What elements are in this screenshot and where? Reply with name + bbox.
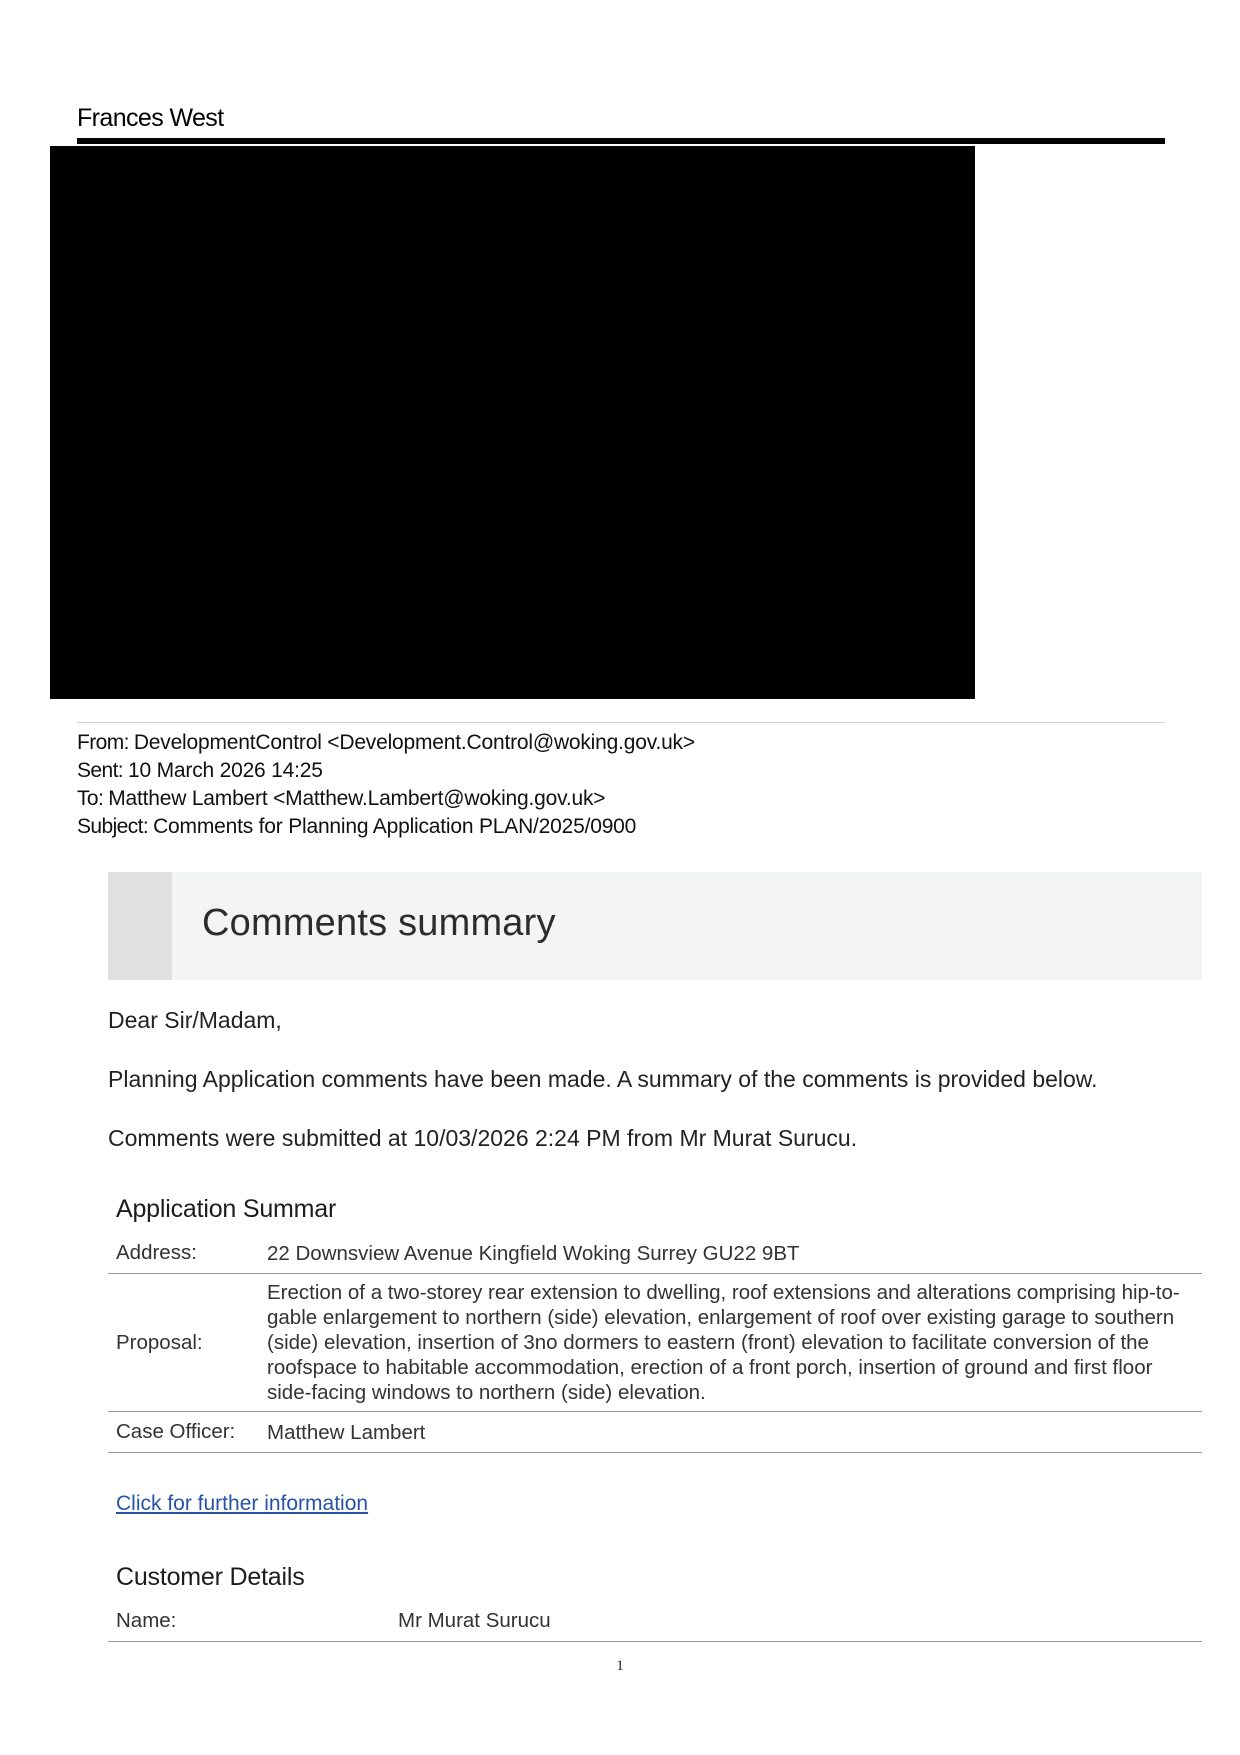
comments-summary-banner — [108, 872, 1202, 980]
to-value: Matthew Lambert <Matthew.Lambert@woking.gov.uk> — [108, 787, 606, 810]
proposal-label: Proposal: — [108, 1274, 267, 1412]
to-row — [77, 785, 695, 813]
table-row — [108, 1274, 1202, 1412]
customer-details-table — [108, 1601, 1202, 1642]
from-value: DevelopmentControl <Development.Control@woking.gov.uk> — [133, 731, 695, 754]
customer-details-title: Customer Details — [116, 1563, 305, 1591]
application-summary-table — [108, 1233, 1202, 1453]
banner-title: Comments summary — [202, 902, 556, 944]
email-headers — [77, 729, 695, 841]
case-officer-value: Matthew Lambert — [267, 1412, 1202, 1453]
name-label: Name: — [108, 1601, 390, 1642]
submitted-paragraph: Comments were submitted at 10/03/2026 2:24 PM from Mr Murat Surucu. — [108, 1125, 858, 1151]
page-number: 1 — [616, 1658, 624, 1674]
address-value: 22 Downsview Avenue Kingfield Woking Surrey GU22 9BT — [267, 1233, 1202, 1274]
table-row — [108, 1412, 1202, 1453]
table-row — [108, 1233, 1202, 1274]
redacted-block — [50, 146, 975, 699]
sent-label: Sent: — [77, 759, 124, 782]
proposal-value: Erection of a two-storey rear extension to dwelling, roof extensions and alterations comprising hip-to-gable enlargement to northern (side) elevation, enlargement of roof over existing garage to southern (side) elevation, insertion of 3no dormers to eastern (front) elevation to facilitate conversion of the roofspace to habitable accommodation, erection of a front porch, insertion of ground and first floor side-facing windows to northern (side) elevation. — [267, 1274, 1202, 1412]
header-divider — [77, 138, 1165, 144]
banner-accent-bar — [108, 872, 172, 980]
name-value: Mr Murat Surucu — [390, 1601, 1202, 1642]
email-header-divider — [77, 722, 1165, 723]
subject-value: Comments for Planning Application PLAN/2025/0900 — [153, 815, 637, 838]
intro-paragraph: Planning Application comments have been made. A summary of the comments is provided below. — [108, 1066, 1098, 1092]
address-label: Address: — [108, 1233, 267, 1274]
from-row — [77, 729, 695, 757]
application-summary-title: Application Summar — [116, 1195, 337, 1223]
sender-name: Frances West — [77, 104, 224, 132]
table-row — [108, 1601, 1202, 1642]
from-label: From: — [77, 731, 129, 754]
to-label: To: — [77, 787, 104, 810]
case-officer-label: Case Officer: — [108, 1412, 267, 1453]
sent-row — [77, 757, 695, 785]
further-information-link[interactable]: Click for further information — [116, 1492, 369, 1515]
subject-label: Subject: — [77, 815, 149, 838]
sent-value: 10 March 2026 14:25 — [128, 759, 323, 782]
greeting: Dear Sir/Madam, — [108, 1007, 282, 1033]
subject-row — [77, 813, 695, 841]
